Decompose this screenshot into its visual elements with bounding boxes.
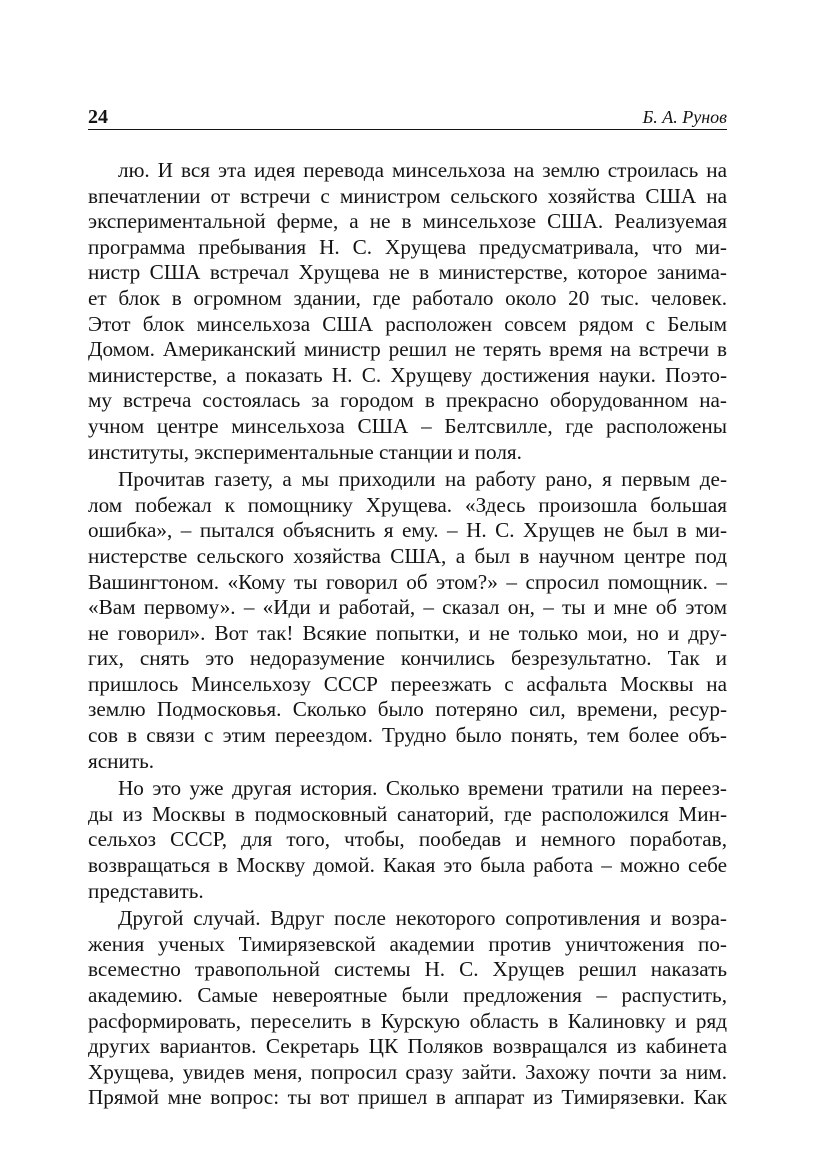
text-line: Другой случай. Вдруг после некоторого сопротивления и возра- — [118, 906, 727, 931]
text-line: Вашингтоном. «Кому ты говорил об этом?» – спросил помощник. – — [88, 569, 727, 594]
text-line: «Вам первому». – «Иди и работай, – сказал он, – ты и мне об этом — [88, 595, 727, 620]
text-line: яснить. — [88, 748, 155, 773]
text-line: жения ученых Тимирязевской академии против уничтожения по- — [88, 931, 727, 956]
text-line: министерстве, а показать Н. С. Хрущеву достижения науки. Поэто- — [88, 362, 727, 387]
page-number: 24 — [88, 106, 108, 128]
header-rule — [88, 129, 727, 130]
body-text — [88, 158, 727, 1113]
text-line: пришлось Минсельхозу СССР переезжать с асфальта Москвы на — [88, 671, 727, 696]
text-line: гих, снять это недоразумение кончились безрезультатно. Так и — [88, 646, 727, 671]
paragraph — [88, 776, 727, 904]
text-line: Прямой мне вопрос: ты вот пришел в аппарат из Тимирязевки. Как — [88, 1085, 727, 1110]
text-line: ды из Москвы в подмосковный санаторий, где расположился Мин- — [88, 801, 727, 826]
text-line: возвращаться в Москву домой. Какая это была работа – можно себе — [88, 853, 727, 878]
paragraph — [88, 467, 727, 774]
text-line: институты, экспериментальные станции и поля. — [88, 439, 522, 464]
text-line: Этот блок минсельхоза США расположен совсем рядом с Белым — [88, 311, 727, 336]
text-line: других вариантов. Секретарь ЦК Поляков возвращался из кабинета — [88, 1034, 727, 1059]
text-line: ет блок в огромном здании, где работало около 20 тыс. человек. — [88, 285, 727, 310]
text-line: нистерстве сельского хозяйства США, а был в научном центре под — [88, 543, 727, 568]
text-line: всеместно травопольной системы Н. С. Хрущев решил наказать — [88, 957, 727, 982]
text-line: лю. И вся эта идея перевода минсельхоза на землю строилась на — [118, 158, 727, 182]
text-line: не говорил». Вот так! Всякие попытки, и не только мои, но и дру- — [88, 620, 727, 645]
text-line: экспериментальной ферме, а не в минсельхозе США. Реализуемая — [88, 209, 727, 234]
paragraph — [88, 158, 727, 465]
text-line: представить. — [88, 878, 204, 903]
paragraph — [88, 906, 727, 1111]
text-line: впечатлении от встречи с министром сельского хозяйства США на — [88, 183, 727, 208]
running-head-author: Б. А. Рунов — [642, 107, 727, 127]
text-line: академию. Самые невероятные были предложения – распустить, — [88, 983, 727, 1007]
text-line: землю Подмосковья. Сколько было потеряно сил, времени, ресур- — [88, 697, 727, 722]
text-line: нистр США встречал Хрущева не в министерстве, которое занима- — [88, 260, 727, 285]
text-line: ошибка», – пытался объяснить я ему. – Н. С. Хрущев не был в ми- — [88, 518, 727, 543]
text-line: Хрущева, увидев меня, попросил сразу зайти. Захожу почти за ним. — [88, 1059, 727, 1084]
text-line: Прочитав газету, а мы приходили на работу рано, я первым де- — [118, 467, 727, 492]
text-line: сельхоз СССР, для того, чтобы, пообедав и немного поработав, — [88, 827, 727, 852]
text-line: лом побежал к помощнику Хрущева. «Здесь произошла большая — [88, 492, 727, 517]
text-line: программа пребывания Н. С. Хрущева предусматривала, что ми- — [88, 234, 727, 259]
text-line: Но это уже другая история. Сколько времени тратили на переез- — [118, 776, 727, 801]
text-line: Домом. Американский министр решил не терять время на встречи в — [88, 337, 727, 362]
text-line: расформировать, переселить в Курскую область в Калиновку и ряд — [88, 1008, 727, 1033]
page-header — [88, 104, 727, 130]
text-line: учном центре минсельхоза США – Белтсвилле, где расположены — [88, 413, 727, 438]
text-line: сов в связи с этим переездом. Трудно было понять, тем более объ- — [88, 723, 727, 748]
text-line: му встреча состоялась за городом в прекрасно оборудованном на- — [88, 388, 727, 413]
